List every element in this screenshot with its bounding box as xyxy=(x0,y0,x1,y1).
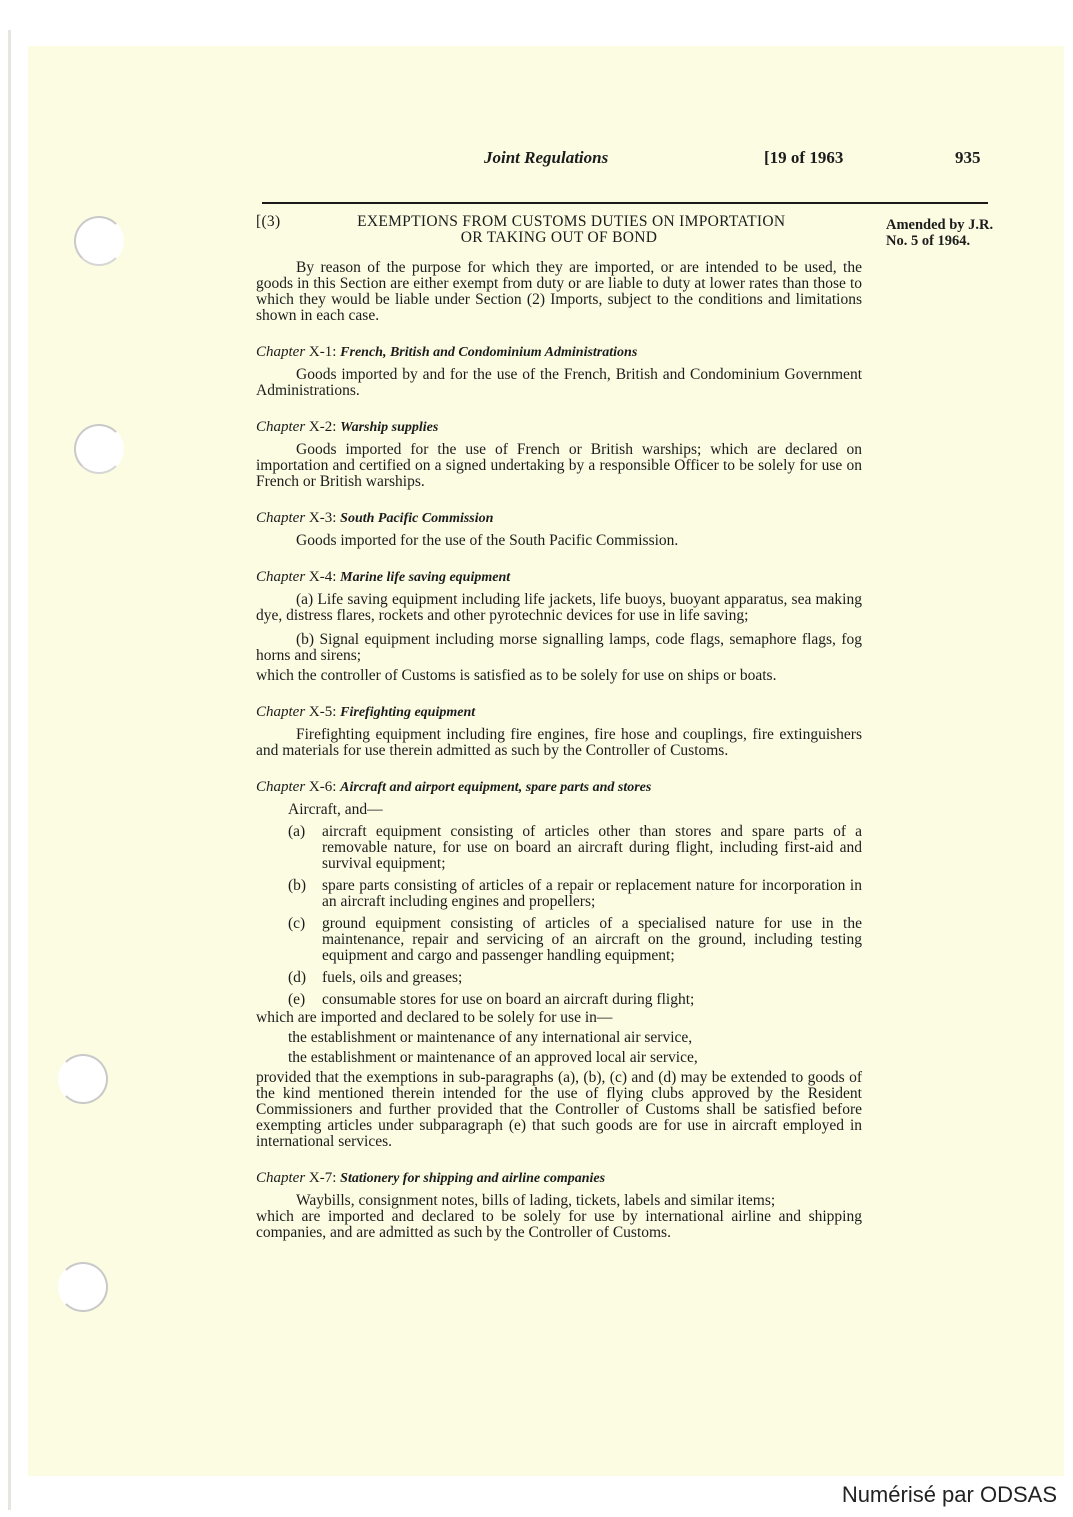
list-item-label: (c) xyxy=(288,915,306,932)
chapter-title: South Pacific Commission xyxy=(340,511,494,526)
section-title xyxy=(256,214,862,246)
list-item-text: ground equipment consisting of articles of a specialised nature for use in the maintenance, repair and servicing of an aircraft on the ground, including testing equipment and cargo and passenger handling equipment; xyxy=(322,915,862,964)
chapter-title: Firefighting equipment xyxy=(340,705,476,720)
list-item-label: (e) xyxy=(288,991,306,1008)
chapter-word: Chapter xyxy=(256,419,306,435)
chapter-code: X-2 xyxy=(308,419,333,435)
scan-watermark: Numérisé par ODSAS xyxy=(841,1482,1057,1507)
list-item xyxy=(256,824,862,872)
binder-hole-3 xyxy=(58,1054,108,1104)
list-item-text: aircraft equipment consisting of articles other than stores and spare parts of a removable nature, for use on board an aircraft during flight, including first-aid and survival equipment; xyxy=(322,823,862,872)
section-title-line-2: OR TAKING OUT OF BOND xyxy=(460,229,658,246)
list-item xyxy=(256,970,862,986)
chapter-heading: Chapter X-6: Aircraft and airport equipment, spare parts and stores xyxy=(256,779,652,795)
list-item-text: spare parts consisting of articles of a repair or replacement nature for incorporation in an aircraft including engines and propellers; xyxy=(322,877,862,910)
chapter-heading: Chapter X-3: South Pacific Commission xyxy=(256,510,494,526)
section-title-line-1: EXEMPTIONS FROM CUSTOMS DUTIES ON IMPORTATION xyxy=(357,213,786,230)
chapter-heading: Chapter X-7: Stationery for shipping and airline companies xyxy=(256,1170,606,1186)
chapter-heading: Chapter X-5: Firefighting equipment xyxy=(256,704,476,720)
act-reference: [19 of 1963 xyxy=(764,148,844,167)
list-item-label: (d) xyxy=(288,969,307,986)
chapter-text: Firefighting equipment including fire engines, fire hose and couplings, fire extinguishers and materials for use therein admitted as such by the Controller of Customs. xyxy=(256,726,862,759)
running-header xyxy=(0,148,1073,174)
binder-hole-2 xyxy=(74,424,124,474)
chapter-heading: Chapter X-4: Marine life saving equipment xyxy=(256,569,511,585)
chapter-heading: Chapter X-2: Warship supplies xyxy=(256,419,439,435)
running-title: Joint Regulations xyxy=(484,148,609,167)
chapter-text: Goods imported for the use of French or British warships; which are declared on importation and certified on a signed undertaking by a responsible Officer to be solely for use on French or British warships. xyxy=(256,441,862,490)
page-number: 935 xyxy=(955,148,981,167)
section-body xyxy=(256,214,862,1241)
chapter-text: Goods imported for the use of the South Pacific Commission. xyxy=(296,532,679,549)
chapter-word: Chapter xyxy=(256,569,306,585)
chapter-text: Goods imported by and for the use of the French, British and Condominium Government Administrations. xyxy=(256,366,862,399)
list-item xyxy=(256,992,862,1008)
section-intro: By reason of the purpose for which they are imported, or are intended to be used, the goods in this Section are either exempt from duty or are liable to duty at lower rates than those to which they would be liable under Section (2) Imports, subject to the conditions and limitations shown in each case. xyxy=(256,259,862,324)
chapter-title: Stationery for shipping and airline companies xyxy=(340,1171,606,1186)
list-item-text: fuels, oils and greases; xyxy=(322,969,463,986)
binder-hole-4 xyxy=(58,1262,108,1312)
list-item-label: (b) xyxy=(288,877,307,894)
scan-edge xyxy=(8,30,11,1510)
chapter-paragraph-b: (b) Signal equipment including morse signalling lamps, code flags, semaphore flags, fog horns and sirens; xyxy=(256,631,862,664)
chapter-use-2: the establishment or maintenance of an approved local air service, xyxy=(288,1049,698,1066)
chapter-code: X-7 xyxy=(308,1170,333,1186)
chapter-text: Waybills, consignment notes, bills of lading, tickets, labels and similar items; xyxy=(296,1192,776,1209)
list-item xyxy=(256,916,862,964)
margin-note: Amended by J.R. No. 5 of 1964. xyxy=(886,217,994,249)
list-item-label: (a) xyxy=(288,823,306,840)
chapter-word: Chapter xyxy=(256,344,306,360)
chapter-title: Marine life saving equipment xyxy=(340,570,511,585)
chapter-code: X-5 xyxy=(308,704,333,720)
chapter-closing: which are imported and declared to be solely for use by international airline and shipping companies, and are admitted as such by the Controller of Customs. xyxy=(256,1208,862,1241)
chapter-code: X-1 xyxy=(308,344,333,360)
chapter-proviso: provided that the exemptions in sub-paragraphs (a), (b), (c) and (d) may be extended to goods of the kind mentioned therein intended for the use of flying clubs approved by the Resident Commissioners and further provided that the Controller of Customs shall be satisfied before exempting articles under subparagraph (e) that such goods are for use in aircraft employed in international services. xyxy=(256,1069,862,1150)
binder-hole-1 xyxy=(74,216,124,266)
list-item-text: consumable stores for use on board an aircraft during flight; xyxy=(322,991,695,1008)
chapter-word: Chapter xyxy=(256,704,306,720)
chapter-word: Chapter xyxy=(256,779,306,795)
chapter-word: Chapter xyxy=(256,510,306,526)
header-rule xyxy=(262,202,988,204)
chapter-closing: which the controller of Customs is satisfied as to be solely for use on ships or boats. xyxy=(256,667,777,684)
chapter-paragraph-a: (a) Life saving equipment including life jackets, life buoys, buoyant apparatus, sea making dye, distress flares, rockets and other pyrotechnic devices for use in life saving; xyxy=(256,591,862,624)
chapter-code: X-4 xyxy=(308,569,333,585)
chapter-code: X-6 xyxy=(308,779,333,795)
chapter-declared: which are imported and declared to be solely for use in— xyxy=(256,1009,613,1026)
chapter-heading: Chapter X-1: French, British and Condominium Administrations xyxy=(256,344,638,360)
chapter-title: French, British and Condominium Administrations xyxy=(340,345,638,360)
chapter-title: Aircraft and airport equipment, spare parts and stores xyxy=(340,780,652,795)
chapter-code: X-3 xyxy=(308,510,333,526)
chapter-use-1: the establishment or maintenance of any international air service, xyxy=(288,1029,693,1046)
list-item xyxy=(256,878,862,910)
chapter-title: Warship supplies xyxy=(340,420,439,435)
section-number: [(3) xyxy=(256,213,281,230)
chapter-lead: Aircraft, and— xyxy=(288,801,383,818)
chapter-word: Chapter xyxy=(256,1170,306,1186)
